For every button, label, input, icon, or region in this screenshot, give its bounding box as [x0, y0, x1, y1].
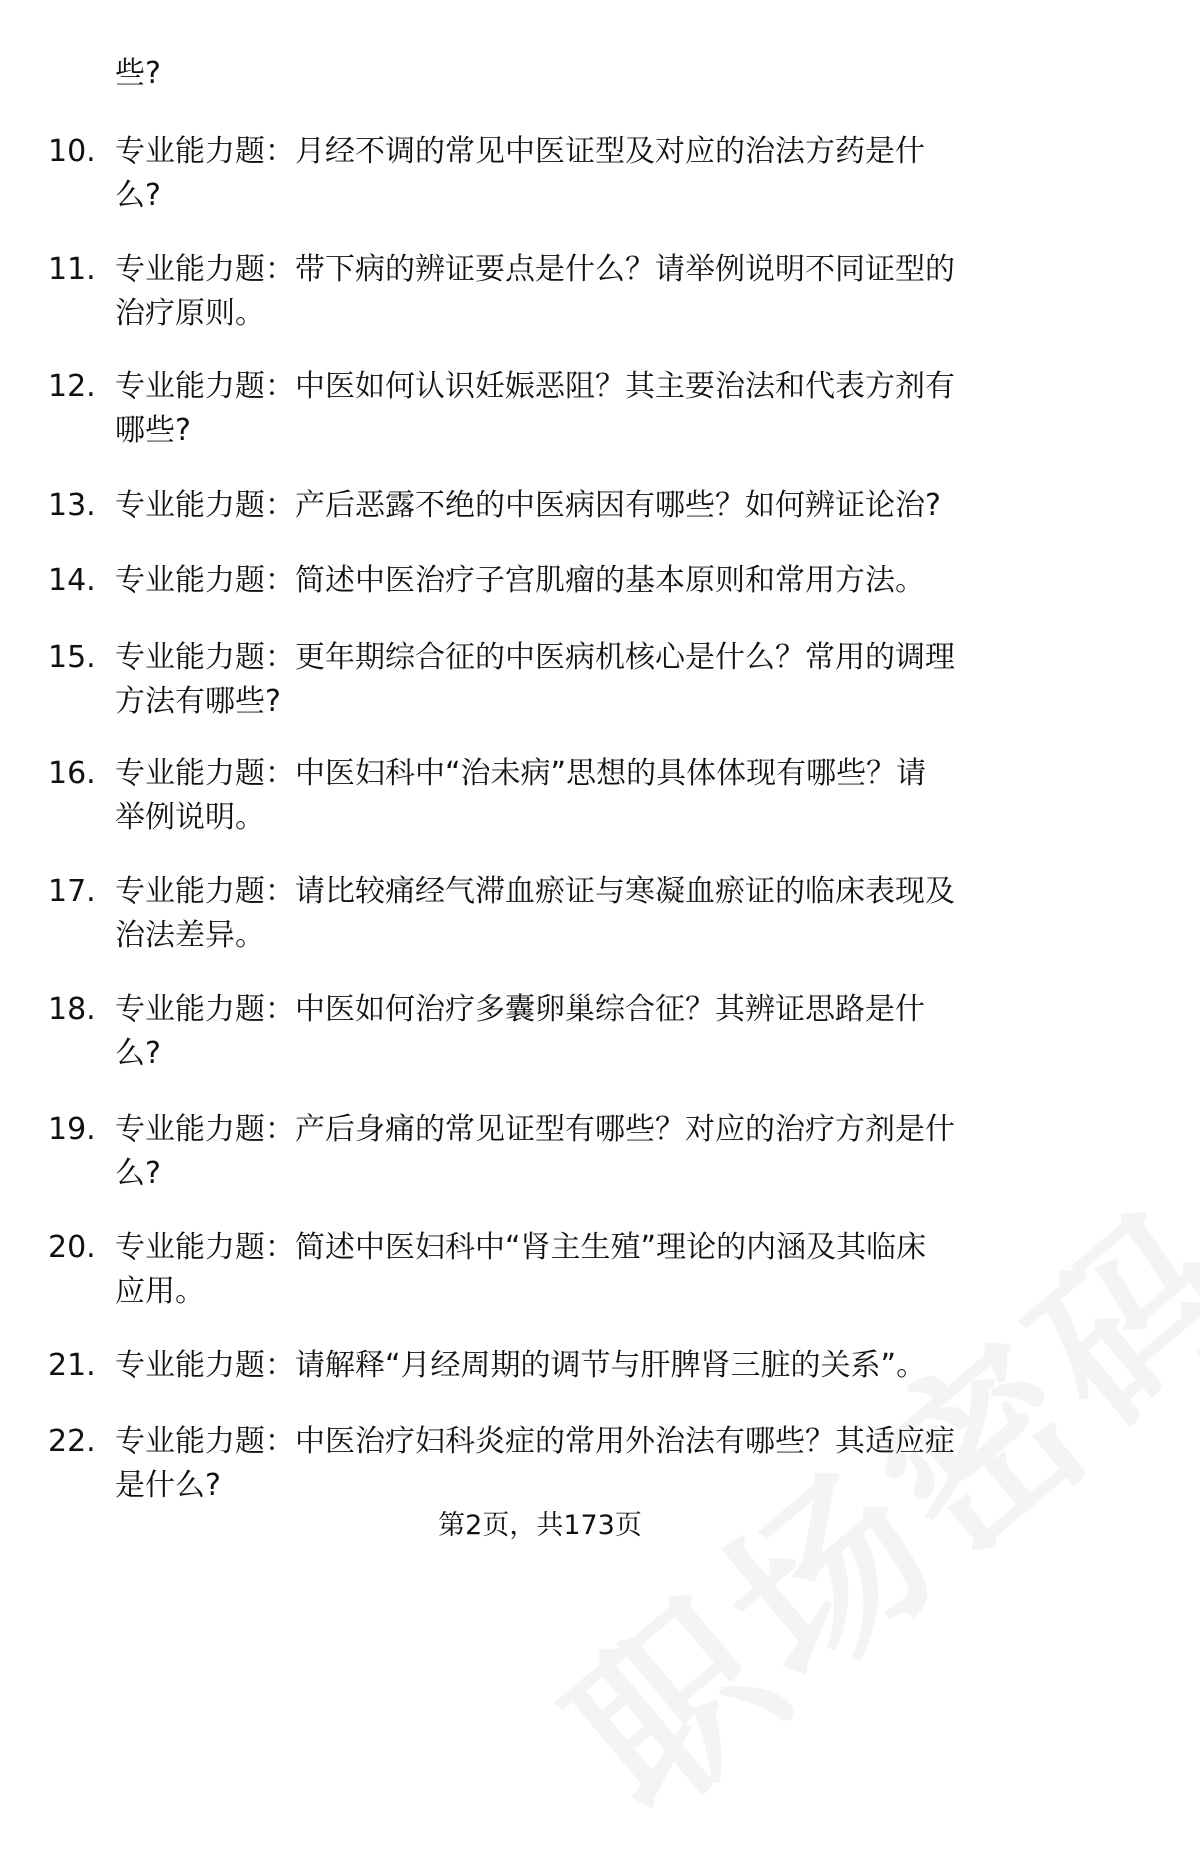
question-number: 22.	[48, 1424, 96, 1459]
question-number: 10.	[48, 134, 96, 169]
question-text: 专业能力题：中医妇科中“治未病”思想的具体体现有哪些？请 举例说明。	[115, 756, 927, 835]
question-number: 11.	[48, 252, 96, 287]
question-text: 专业能力题：请解释“月经周期的调节与肝脾肾三脏的关系”。	[115, 1348, 927, 1383]
question-number: 19.	[48, 1112, 96, 1147]
question-text: 专业能力题：中医治疗妇科炎症的常用外治法有哪些？其适应症 是什么?	[115, 1424, 955, 1503]
question-number: 18.	[48, 992, 96, 1027]
question-text: 专业能力题：中医如何认识妊娠恶阻？其主要治法和代表方剂有 哪些?	[115, 369, 955, 448]
question-number: 15.	[48, 640, 96, 675]
continued-text: 些?	[115, 56, 161, 91]
question-number: 14.	[48, 563, 96, 598]
question-text: 专业能力题：带下病的辨证要点是什么？请举例说明不同证型的 治疗原则。	[115, 252, 955, 331]
question-text: 专业能力题：简述中医妇科中“肾主生殖”理论的内涵及其临床 应用。	[115, 1230, 927, 1309]
question-text: 专业能力题：简述中医治疗子宫肌瘤的基本原则和常用方法。	[115, 563, 925, 598]
question-text: 专业能力题：月经不调的常见中医证型及对应的治法方药是什 么?	[115, 134, 925, 213]
question-text: 专业能力题：更年期综合征的中医病机核心是什么？常用的调理 方法有哪些?	[115, 640, 955, 719]
question-number: 20.	[48, 1230, 96, 1265]
question-number: 13.	[48, 488, 96, 523]
question-text: 专业能力题：产后身痛的常见证型有哪些？对应的治疗方剂是什 么?	[115, 1112, 955, 1191]
question-text: 专业能力题：请比较痛经气滞血瘀证与寒凝血瘀证的临床表现及 治法差异。	[115, 874, 955, 953]
question-text: 专业能力题：中医如何治疗多囊卵巢综合征？其辨证思路是什 么?	[115, 992, 925, 1071]
question-number: 17.	[48, 874, 96, 909]
question-text: 专业能力题：产后恶露不绝的中医病因有哪些？如何辨证论治?	[115, 488, 941, 523]
question-number: 16.	[48, 756, 96, 791]
question-number: 12.	[48, 369, 96, 404]
page-footer: 第2页，共173页	[438, 1510, 642, 1541]
question-number: 21.	[48, 1348, 96, 1383]
